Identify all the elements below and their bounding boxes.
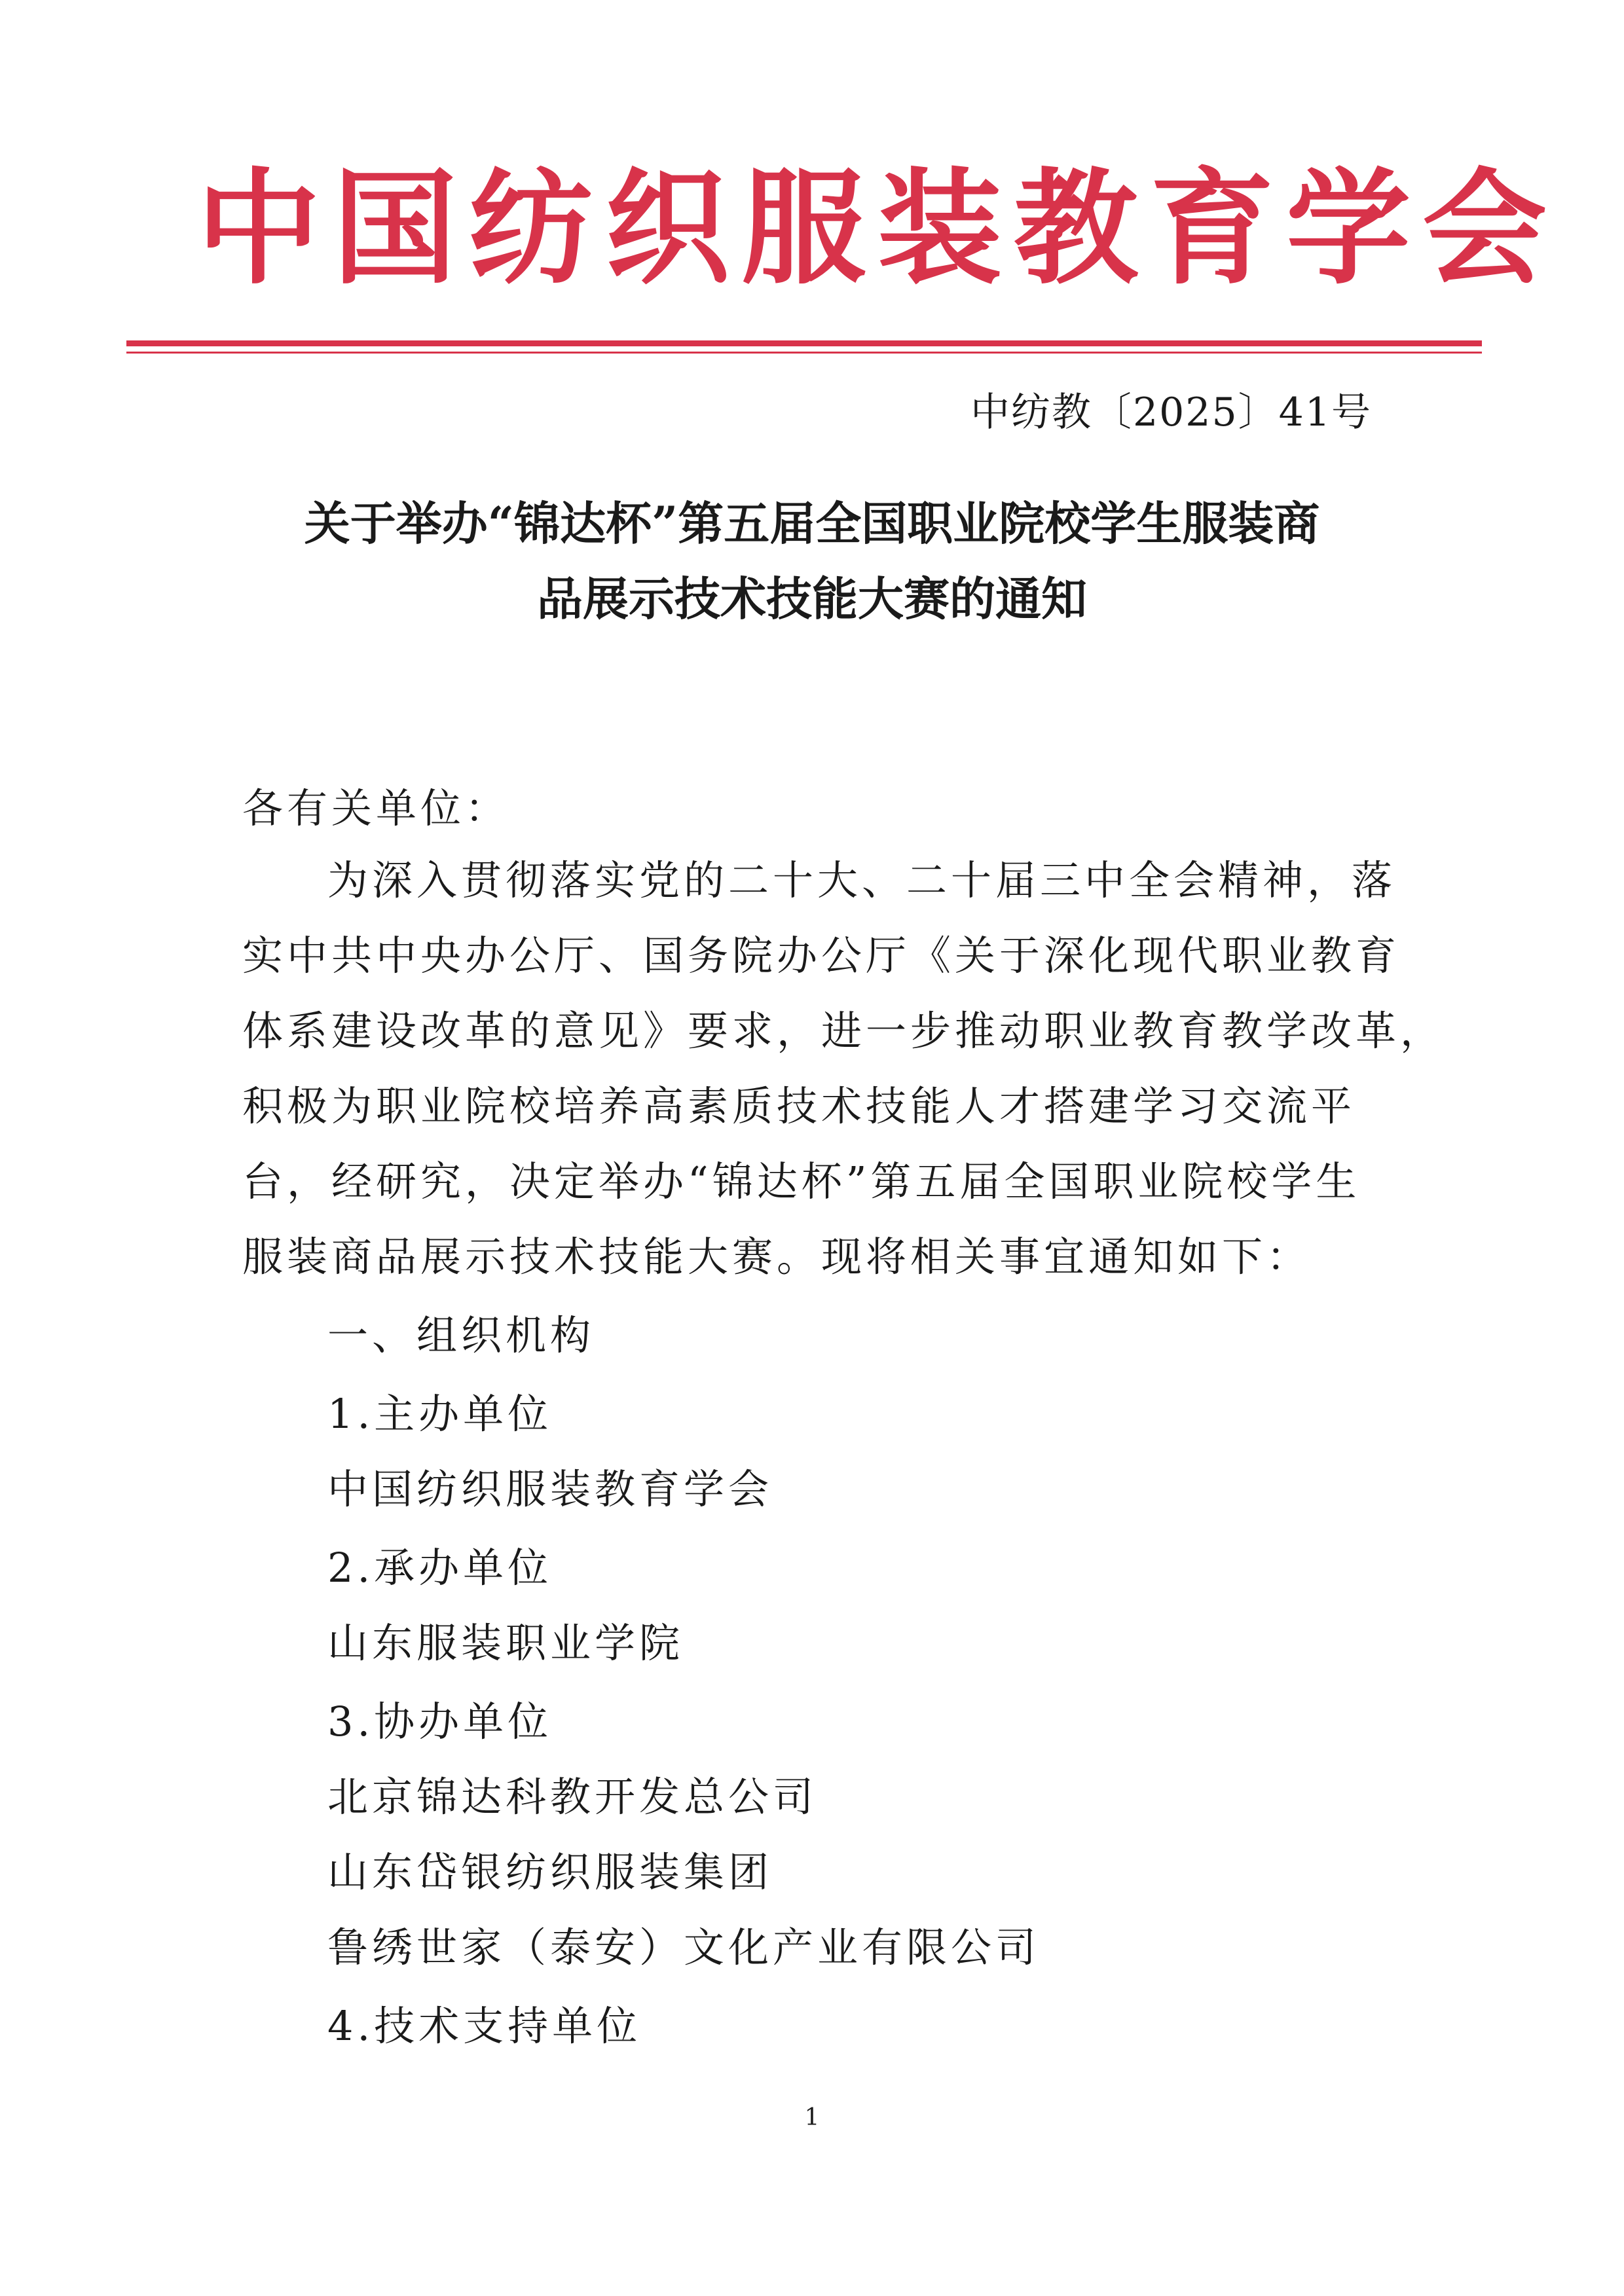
- section-heading-organization: 一、组织机构: [327, 1311, 595, 1359]
- tech-support-label: 4.技术支持单位: [327, 2002, 642, 2050]
- host-unit: 中国纺织服装教育学会: [327, 1465, 773, 1513]
- host-label: 1.主办单位: [327, 1390, 553, 1438]
- document-title-line-2: 品展示技术技能大赛的通知: [537, 572, 1087, 626]
- salutation: 各有关单位：: [242, 784, 510, 832]
- intro-line-1: 为深入贯彻落实党的二十大、二十届三中全会精神，落: [327, 856, 1397, 904]
- header-rule-thick: [126, 340, 1482, 346]
- header-rule-thin: [126, 352, 1482, 354]
- intro-line-2: 实中共中央办公厅、国务院办公厅《关于深化现代职业教育: [242, 932, 1401, 979]
- intro-line-6: 服装商品展示技术技能大赛。现将相关事宜通知如下：: [242, 1233, 1312, 1281]
- organizer-unit: 山东服装职业学院: [327, 1619, 684, 1667]
- document-number: 中纺教〔2025〕41号: [970, 390, 1372, 435]
- organization-header: 中国纺织服装教育学会: [196, 156, 1559, 301]
- document-title-line-1: 关于举办“锦达杯”第五届全国职业院校学生服装商: [304, 496, 1320, 551]
- page-number: 1: [804, 2104, 820, 2131]
- intro-line-4: 积极为职业院校培养高素质技术技能人才搭建学习交流平: [242, 1082, 1356, 1130]
- co-organizer-unit-1: 北京锦达科教开发总公司: [327, 1773, 818, 1821]
- organizer-label: 2.承办单位: [327, 1544, 553, 1592]
- co-organizer-unit-3: 鲁绣世家（泰安）文化产业有限公司: [327, 1923, 1041, 1971]
- co-organizer-unit-2: 山东岱银纺织服装集团: [327, 1848, 773, 1896]
- intro-line-5: 台，经研究，决定举办“锦达杯”第五届全国职业院校学生: [242, 1157, 1361, 1205]
- co-organizer-label: 3.协办单位: [327, 1698, 553, 1745]
- intro-line-3: 体系建设改革的意见》要求，进一步推动职业教育教学改革，: [242, 1007, 1445, 1055]
